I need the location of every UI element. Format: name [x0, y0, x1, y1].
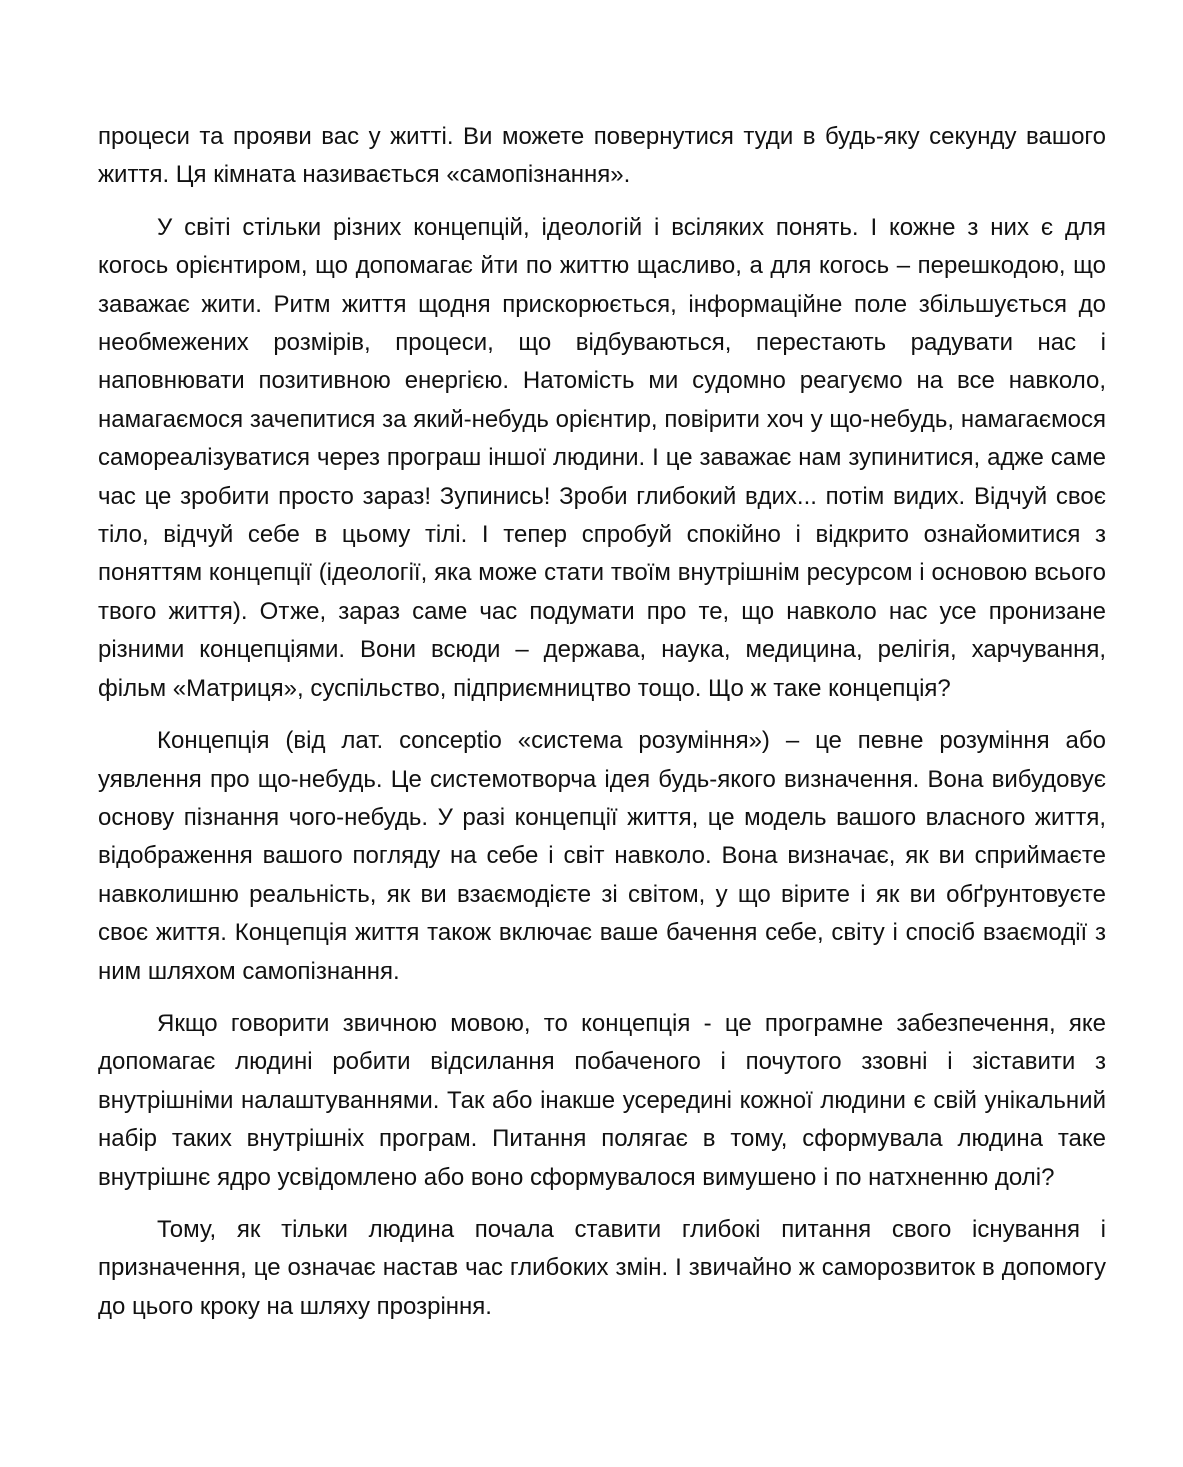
- document-page: [98, 118, 1106, 1340]
- paragraph-concepts-world: У світі стільки різних концепцій, ідеологій і всіляких понять. І кожне з них є для когось орієнтиром, що допомагає йти по життю щасливо, а для когось – перешкодою, що заважає жити. Ритм життя щодня прискорюється, інформаційне поле збільшується до необмежених розмірів, процеси, що відбуваються, перестають радувати нас і наповнювати позитивною енергією. Натомість ми судомно реагуємо на все навколо, намагаємося зачепитися за який-небудь орієнтир, повірити хоч у що-небудь, намагаємося самореалізуватися через програш іншої людини. І це заважає нам зупинитися, адже саме час це зробити просто зараз! Зупинись! Зроби глибокий вдих... потім видих. Відчуй своє тіло, відчуй себе в цьому тілі. І тепер спробуй спокійно і відкрито ознайомитися з поняттям концепції (ідеології, яка може стати твоїм внутрішнім ресурсом і основою всього твого життя). Отже, зараз саме час подумати про те, що навколо нас усе пронизане різними концепціями. Вони всюди – держава, наука, медицина, релігія, харчування, фільм «Матриця», суспільство, підприємництво тощо. Що ж таке концепція?: [98, 213, 1106, 702]
- paragraph-concept-definition: Концепція (від лат. conceptio «система розуміння») – це певне розуміння або уявлення про що-небудь. Це системотворча ідея будь-якого визначення. Вона вибудовує основу пізнання чого-небудь. У разі концепції життя, це модель вашого власного життя, відображення вашого погляду на себе і світ навколо. Вона визначає, як ви сприймаєте навколишню реальність, як ви взаємодієте зі світом, у що вірите і як ви обґрунтовуєте своє життя. Концепція життя також включає ваше бачення себе, світу і спосіб взаємодії з ним шляхом самопізнання.: [98, 727, 1106, 985]
- paragraph-self-development: Тому, як тільки людина почала ставити глибокі питання свого існування і призначення, це означає настав час глибоких змін. І звичайно ж саморозвиток в допомогу до цього кроку на шляху прозріння.: [98, 1215, 1106, 1320]
- paragraph-intro-continuation: процеси та прояви вас у житті. Ви можете повернутися туди в будь-яку секунду вашого життя. Ця кімната називається «самопізнання».: [98, 123, 1106, 189]
- paragraph-software-analogy: Якщо говорити звичною мовою, то концепція - це програмне забезпечення, яке допомагає людині робити відсилання побаченого і почутого ззовні і зіставити з внутрішніми налаштуваннями. Так або інакше усередині кожної людини є свій унікальний набір таких внутрішніх програм. Питання полягає в тому, сформувала людина таке внутрішнє ядро усвідомлено або воно сформувалося вимушено і по натхненню долі?: [98, 1009, 1106, 1191]
